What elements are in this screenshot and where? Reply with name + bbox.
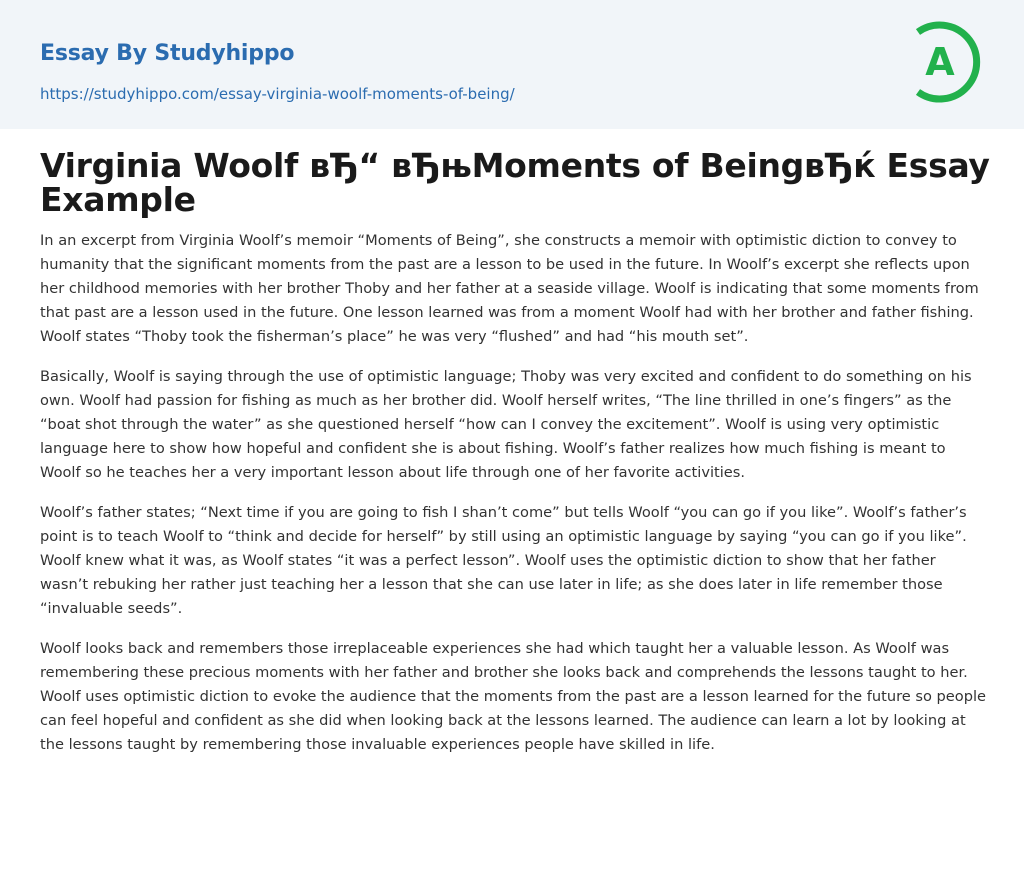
site-header: [0, 0, 1024, 129]
studyhippo-logo-icon[interactable]: [910, 18, 988, 106]
essay-body: [40, 229, 988, 773]
brand-title[interactable]: Essay By Studyhippo: [40, 41, 295, 66]
page-title: Virginia Woolf вЂ“ вЂњMoments of BeingвЂќ Essay Example: [40, 146, 990, 219]
source-url-link[interactable]: https://studyhippo.com/essay-virginia-woolf-moments-of-being/: [40, 85, 515, 103]
essay-paragraph: Woolf looks back and remembers those irreplaceable experiences she had which taught her a valuable lesson. As Woolf was remembering these precious moments with her father and brother she looks back and comprehends the lessons taught to her. Woolf uses optimistic diction to evoke the audience that the moments from the past are a lesson learned for the future so people can feel hopeful and confident as she did when looking back at the lessons learned. The audience can learn a lot by looking at the lessons taught by remembering those invaluable experiences people have skilled in life.: [40, 640, 986, 753]
essay-paragraph: In an excerpt from Virginia Woolf’s memoir “Moments of Being”, she constructs a memoir with optimistic diction to convey to humanity that the significant moments from the past are a lesson to be used in the future. In Woolf’s excerpt she reflects upon her childhood memories with her brother Thoby and her father at a seaside village. Woolf is indicating that some moments from that past are a lesson used in the future. One lesson learned was from a moment Woolf had with her brother and father fishing. Woolf states “Thoby took the fisherman’s place” he was very “flushed” and had “his mouth set”.: [40, 232, 979, 345]
logo-letter: A: [925, 40, 955, 84]
essay-paragraph: Woolf’s father states; “Next time if you are going to fish I shan’t come” but tells Woolf “you can go if you like”. Woolf’s father’s point is to teach Woolf to “think and decide for herself” by still using an optimistic language by saying “you can go if you like”. Woolf knew what it was, as Woolf states “it was a perfect lesson”. Woolf uses the optimistic diction to show that her father wasn’t rebuking her rather just teaching her a lesson that she can use later in life; as she does later in life remember those “invaluable seeds”.: [40, 504, 967, 617]
essay-paragraph: Basically, Woolf is saying through the use of optimistic language; Thoby was very excited and confident to do something on his own. Woolf had passion for fishing as much as her brother did. Woolf herself writes, “The line thrilled in one’s fingers” as the “boat shot through the water” as she questioned herself “how can I convey the excitement”. Woolf is using very optimistic language here to show how hopeful and confident she is about fishing. Woolf’s father realizes how much fishing is meant to Woolf so he teaches her a very important lesson about life through one of her favorite activities.: [40, 368, 972, 481]
